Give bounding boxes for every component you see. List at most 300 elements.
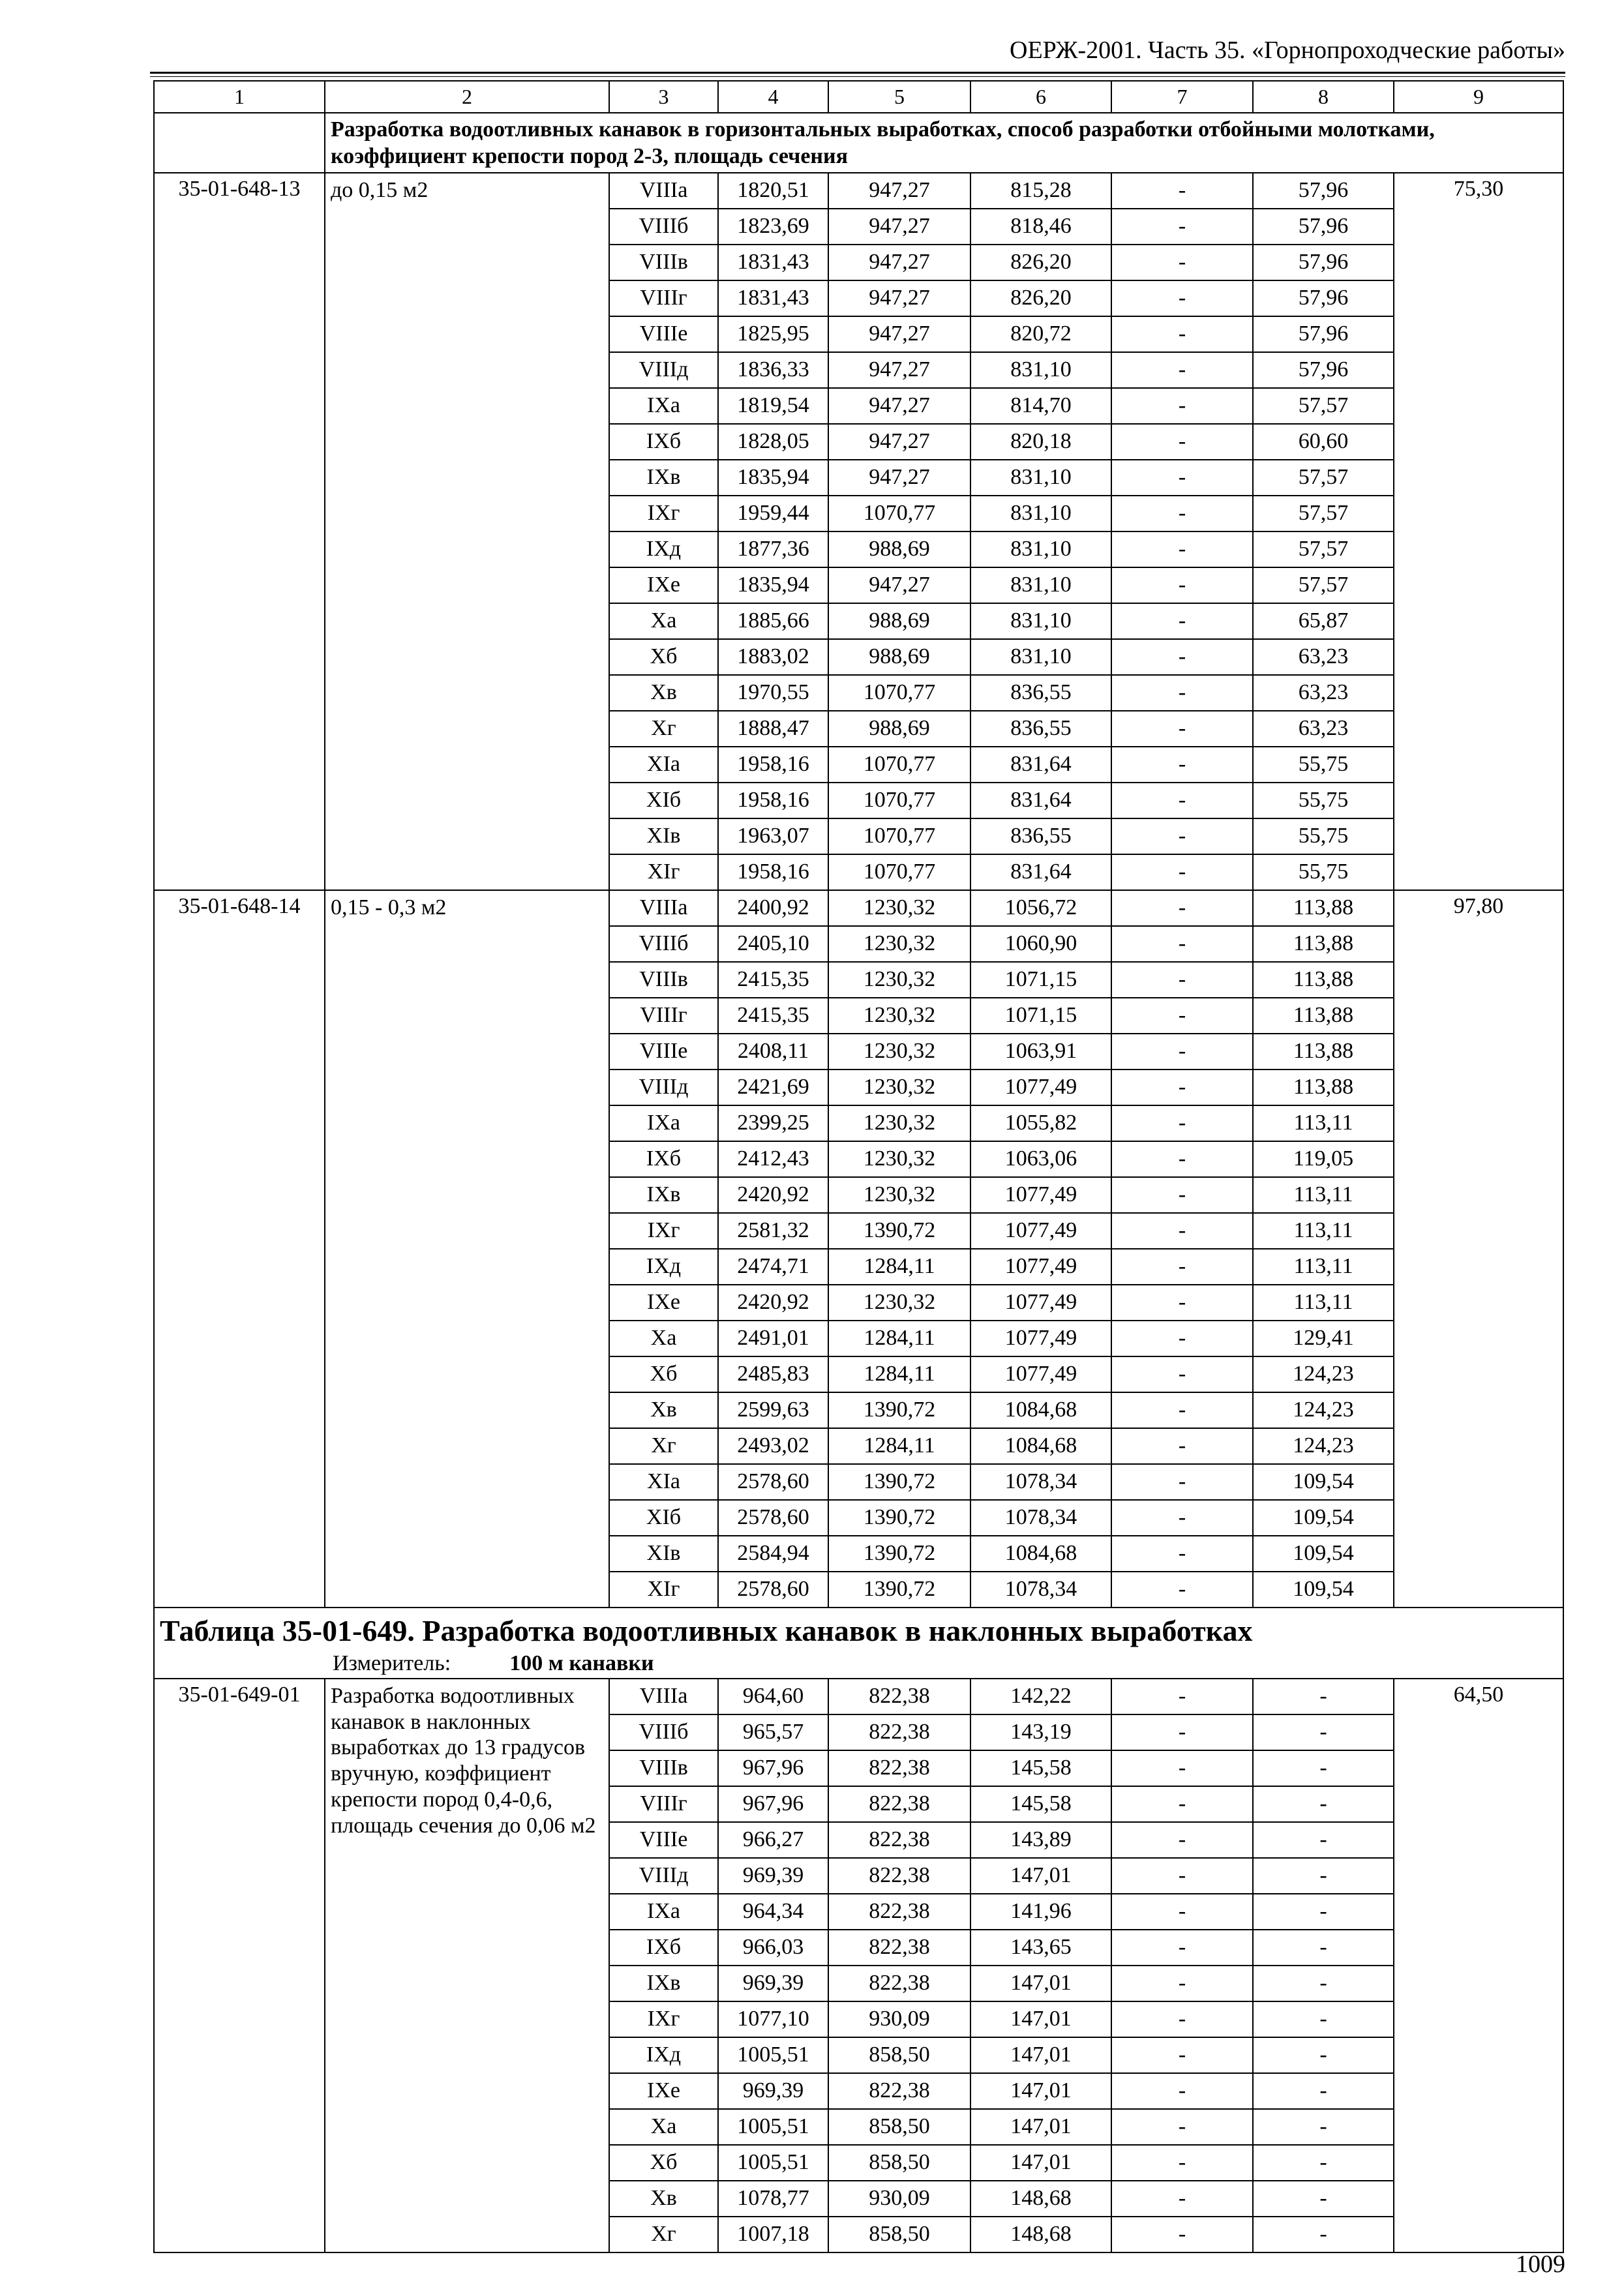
table-row <box>154 173 1563 209</box>
work-description: 0,15 - 0,3 м2 <box>325 890 609 1608</box>
materials-cost-cell: 65,87 <box>1253 603 1394 639</box>
materials-cost-cell: 109,54 <box>1253 1500 1394 1536</box>
materials-cost-cell: 124,23 <box>1253 1356 1394 1392</box>
labor-cost-cell: 988,69 <box>828 711 970 747</box>
rock-category-cell: Xг <box>609 711 718 747</box>
total-cost-cell: 2415,35 <box>718 962 828 998</box>
total-cost-cell: 2408,11 <box>718 1034 828 1070</box>
materials-cost-cell: - <box>1253 1714 1394 1750</box>
driver-wage-cell: - <box>1111 890 1253 926</box>
driver-wage-cell: - <box>1111 1966 1253 2001</box>
rock-category-cell: VIIIа <box>609 1679 718 1714</box>
total-cost-cell: 1831,43 <box>718 245 828 280</box>
driver-wage-cell: - <box>1111 1894 1253 1930</box>
rock-category-cell: IXв <box>609 460 718 496</box>
rock-category-cell: Xа <box>609 1321 718 1356</box>
total-cost-cell: 966,03 <box>718 1930 828 1966</box>
labor-cost-cell: 947,27 <box>828 280 970 316</box>
materials-cost-cell: 63,23 <box>1253 675 1394 711</box>
machine-cost-cell: 142,22 <box>970 1679 1111 1714</box>
labor-cost-cell: 1230,32 <box>828 1105 970 1141</box>
rock-category-cell: IXд <box>609 2037 718 2073</box>
total-cost-cell: 2581,32 <box>718 1213 828 1249</box>
driver-wage-cell: - <box>1111 1034 1253 1070</box>
total-cost-cell: 2578,60 <box>718 1572 828 1608</box>
machine-cost-cell: 143,89 <box>970 1822 1111 1858</box>
rock-category-cell: XIв <box>609 1536 718 1572</box>
machine-cost-cell: 147,01 <box>970 2073 1111 2109</box>
total-cost-cell: 964,34 <box>718 1894 828 1930</box>
materials-cost-cell: 113,11 <box>1253 1177 1394 1213</box>
total-cost-cell: 2415,35 <box>718 998 828 1034</box>
machine-cost-cell: 147,01 <box>970 1966 1111 2001</box>
labor-norm: 64,50 <box>1394 1679 1563 2252</box>
driver-wage-cell: - <box>1111 1750 1253 1786</box>
labor-cost-cell: 947,27 <box>828 460 970 496</box>
rock-category-cell: XIа <box>609 1464 718 1500</box>
total-cost-cell: 967,96 <box>718 1750 828 1786</box>
column-number: 5 <box>828 81 970 113</box>
total-cost-cell: 2420,92 <box>718 1285 828 1321</box>
rock-category-cell: VIIIг <box>609 1786 718 1822</box>
total-cost-cell: 1825,95 <box>718 316 828 352</box>
labor-cost-cell: 858,50 <box>828 2109 970 2145</box>
driver-wage-cell: - <box>1111 2145 1253 2181</box>
driver-wage-cell: - <box>1111 998 1253 1034</box>
total-cost-cell: 1835,94 <box>718 567 828 603</box>
column-number: 6 <box>970 81 1111 113</box>
column-number: 2 <box>325 81 609 113</box>
rock-category-cell: XIб <box>609 1500 718 1536</box>
labor-cost-cell: 988,69 <box>828 603 970 639</box>
rock-category-cell: IXб <box>609 1141 718 1177</box>
machine-cost-cell: 831,10 <box>970 567 1111 603</box>
driver-wage-cell: - <box>1111 1679 1253 1714</box>
total-cost-cell: 2405,10 <box>718 926 828 962</box>
total-cost-cell: 1959,44 <box>718 496 828 531</box>
machine-cost-cell: 147,01 <box>970 1858 1111 1894</box>
materials-cost-cell: 113,88 <box>1253 962 1394 998</box>
machine-cost-cell: 831,64 <box>970 783 1111 818</box>
column-number-row <box>154 81 1563 113</box>
materials-cost-cell: - <box>1253 2073 1394 2109</box>
section-heading: Разработка водоотливных канавок в горизонтальных выработках, способ разработки отбойными молотками, коэффициент крепости пород 2-3, площадь сечения <box>325 113 1563 173</box>
labor-cost-cell: 947,27 <box>828 424 970 460</box>
labor-cost-cell: 1070,77 <box>828 854 970 890</box>
materials-cost-cell: 57,57 <box>1253 388 1394 424</box>
driver-wage-cell: - <box>1111 603 1253 639</box>
measure-value: 100 м канавки <box>509 1651 654 1676</box>
header-rule <box>150 72 1565 74</box>
driver-wage-cell: - <box>1111 747 1253 783</box>
rock-category-cell: Xб <box>609 1356 718 1392</box>
total-cost-cell: 1835,94 <box>718 460 828 496</box>
total-cost-cell: 2420,92 <box>718 1177 828 1213</box>
column-number: 8 <box>1253 81 1394 113</box>
driver-wage-cell: - <box>1111 1392 1253 1428</box>
materials-cost-cell: 109,54 <box>1253 1464 1394 1500</box>
rock-category-cell: IXд <box>609 531 718 567</box>
table-row <box>154 1679 1563 1714</box>
total-cost-cell: 1958,16 <box>718 747 828 783</box>
total-cost-cell: 2412,43 <box>718 1141 828 1177</box>
machine-cost-cell: 1077,49 <box>970 1285 1111 1321</box>
machine-cost-cell: 143,19 <box>970 1714 1111 1750</box>
materials-cost-cell: 55,75 <box>1253 783 1394 818</box>
measure-label: Измеритель: <box>333 1651 451 1676</box>
driver-wage-cell: - <box>1111 1428 1253 1464</box>
running-header: ОЕРЖ-2001. Часть 35. «Горнопроходческие работы» <box>1010 37 1565 64</box>
materials-cost-cell: 113,88 <box>1253 998 1394 1034</box>
rock-category-cell: XIа <box>609 747 718 783</box>
machine-cost-cell: 836,55 <box>970 711 1111 747</box>
page-number: 1009 <box>1516 2251 1565 2278</box>
rock-category-cell: Xб <box>609 2145 718 2181</box>
rock-category-cell: XIг <box>609 1572 718 1608</box>
total-cost-cell: 969,39 <box>718 2073 828 2109</box>
total-cost-cell: 967,96 <box>718 1786 828 1822</box>
machine-cost-cell: 141,96 <box>970 1894 1111 1930</box>
materials-cost-cell: - <box>1253 1930 1394 1966</box>
rock-category-cell: VIIIа <box>609 173 718 209</box>
machine-cost-cell: 147,01 <box>970 2145 1111 2181</box>
rock-category-cell: Xв <box>609 2181 718 2217</box>
labor-cost-cell: 822,38 <box>828 1679 970 1714</box>
driver-wage-cell: - <box>1111 1930 1253 1966</box>
rock-category-cell: VIIIе <box>609 1822 718 1858</box>
driver-wage-cell: - <box>1111 854 1253 890</box>
work-description: до 0,15 м2 <box>325 173 609 890</box>
labor-norm: 97,80 <box>1394 890 1563 1608</box>
total-cost-cell: 2491,01 <box>718 1321 828 1356</box>
total-cost-cell: 1885,66 <box>718 603 828 639</box>
labor-cost-cell: 947,27 <box>828 567 970 603</box>
materials-cost-cell: - <box>1253 1822 1394 1858</box>
machine-cost-cell: 145,58 <box>970 1786 1111 1822</box>
rock-category-cell: IXб <box>609 424 718 460</box>
labor-cost-cell: 947,27 <box>828 173 970 209</box>
driver-wage-cell: - <box>1111 1572 1253 1608</box>
total-cost-cell: 1077,10 <box>718 2001 828 2037</box>
materials-cost-cell: - <box>1253 2109 1394 2145</box>
materials-cost-cell: 57,96 <box>1253 245 1394 280</box>
total-cost-cell: 1005,51 <box>718 2109 828 2145</box>
labor-cost-cell: 1230,32 <box>828 1034 970 1070</box>
machine-cost-cell: 1071,15 <box>970 998 1111 1034</box>
total-cost-cell: 1005,51 <box>718 2145 828 2181</box>
labor-cost-cell: 1230,32 <box>828 890 970 926</box>
driver-wage-cell: - <box>1111 1105 1253 1141</box>
driver-wage-cell: - <box>1111 639 1253 675</box>
driver-wage-cell: - <box>1111 280 1253 316</box>
labor-cost-cell: 822,38 <box>828 1786 970 1822</box>
rock-category-cell: Xб <box>609 639 718 675</box>
rock-category-cell: IXд <box>609 1249 718 1285</box>
materials-cost-cell: 57,96 <box>1253 209 1394 245</box>
rock-category-cell: VIIIб <box>609 209 718 245</box>
machine-cost-cell: 1077,49 <box>970 1213 1111 1249</box>
driver-wage-cell: - <box>1111 1822 1253 1858</box>
driver-wage-cell: - <box>1111 1356 1253 1392</box>
machine-cost-cell: 820,18 <box>970 424 1111 460</box>
machine-cost-cell: 1078,34 <box>970 1500 1111 1536</box>
materials-cost-cell: 57,96 <box>1253 352 1394 388</box>
labor-cost-cell: 947,27 <box>828 209 970 245</box>
total-cost-cell: 2399,25 <box>718 1105 828 1141</box>
total-cost-cell: 1831,43 <box>718 280 828 316</box>
header-rule-thin <box>150 76 1565 77</box>
machine-cost-cell: 1077,49 <box>970 1177 1111 1213</box>
labor-cost-cell: 858,50 <box>828 2037 970 2073</box>
materials-cost-cell: - <box>1253 2217 1394 2252</box>
machine-cost-cell: 1084,68 <box>970 1392 1111 1428</box>
section-heading-row <box>154 113 1563 173</box>
total-cost-cell: 1819,54 <box>718 388 828 424</box>
driver-wage-cell: - <box>1111 1536 1253 1572</box>
rock-category-cell: Xв <box>609 675 718 711</box>
total-cost-cell: 2400,92 <box>718 890 828 926</box>
materials-cost-cell: 113,88 <box>1253 1070 1394 1105</box>
total-cost-cell: 2578,60 <box>718 1500 828 1536</box>
rock-category-cell: IXг <box>609 496 718 531</box>
labor-cost-cell: 1230,32 <box>828 1177 970 1213</box>
measure-line <box>160 1652 1557 1675</box>
labor-cost-cell: 930,09 <box>828 2181 970 2217</box>
machine-cost-cell: 143,65 <box>970 1930 1111 1966</box>
materials-cost-cell: 113,11 <box>1253 1105 1394 1141</box>
driver-wage-cell: - <box>1111 173 1253 209</box>
table-row <box>154 890 1563 926</box>
materials-cost-cell: - <box>1253 2145 1394 2181</box>
rock-category-cell: VIIIг <box>609 998 718 1034</box>
machine-cost-cell: 831,10 <box>970 603 1111 639</box>
rock-category-cell: VIIIв <box>609 1750 718 1786</box>
total-cost-cell: 2485,83 <box>718 1356 828 1392</box>
total-cost-cell: 1970,55 <box>718 675 828 711</box>
total-cost-cell: 2584,94 <box>718 1536 828 1572</box>
materials-cost-cell: 57,96 <box>1253 173 1394 209</box>
machine-cost-cell: 1084,68 <box>970 1428 1111 1464</box>
machine-cost-cell: 148,68 <box>970 2217 1111 2252</box>
labor-cost-cell: 947,27 <box>828 352 970 388</box>
rock-category-cell: VIIIе <box>609 316 718 352</box>
rock-category-cell: IXе <box>609 567 718 603</box>
rock-category-cell: Xг <box>609 1428 718 1464</box>
machine-cost-cell: 148,68 <box>970 2181 1111 2217</box>
materials-cost-cell: - <box>1253 1894 1394 1930</box>
rock-category-cell: VIIIд <box>609 352 718 388</box>
work-description: Разработка водоотливных канавок в наклонных выработках до 13 градусов вручную, коэффициент крепости пород 0,4-0,6, площадь сечения до 0,06 м2 <box>325 1679 609 2252</box>
labor-cost-cell: 822,38 <box>828 1822 970 1858</box>
labor-norm: 75,30 <box>1394 173 1563 890</box>
rate-code: 35-01-649-01 <box>154 1679 325 2252</box>
labor-cost-cell: 1390,72 <box>828 1392 970 1428</box>
driver-wage-cell: - <box>1111 1141 1253 1177</box>
labor-cost-cell: 1230,32 <box>828 1285 970 1321</box>
rock-category-cell: VIIIб <box>609 926 718 962</box>
total-cost-cell: 1005,51 <box>718 2037 828 2073</box>
driver-wage-cell: - <box>1111 496 1253 531</box>
materials-cost-cell: - <box>1253 2001 1394 2037</box>
materials-cost-cell: 119,05 <box>1253 1141 1394 1177</box>
machine-cost-cell: 818,46 <box>970 209 1111 245</box>
driver-wage-cell: - <box>1111 1714 1253 1750</box>
driver-wage-cell: - <box>1111 926 1253 962</box>
materials-cost-cell: - <box>1253 1786 1394 1822</box>
materials-cost-cell: 113,11 <box>1253 1213 1394 1249</box>
labor-cost-cell: 822,38 <box>828 2073 970 2109</box>
driver-wage-cell: - <box>1111 1464 1253 1500</box>
column-number: 7 <box>1111 81 1253 113</box>
rock-category-cell: VIIIв <box>609 962 718 998</box>
total-cost-cell: 965,57 <box>718 1714 828 1750</box>
total-cost-cell: 1836,33 <box>718 352 828 388</box>
total-cost-cell: 2599,63 <box>718 1392 828 1428</box>
driver-wage-cell: - <box>1111 2073 1253 2109</box>
labor-cost-cell: 1390,72 <box>828 1500 970 1536</box>
driver-wage-cell: - <box>1111 1213 1253 1249</box>
materials-cost-cell: 113,88 <box>1253 926 1394 962</box>
materials-cost-cell: - <box>1253 2181 1394 2217</box>
materials-cost-cell: 55,75 <box>1253 818 1394 854</box>
labor-cost-cell: 1390,72 <box>828 1464 970 1500</box>
materials-cost-cell: 109,54 <box>1253 1572 1394 1608</box>
machine-cost-cell: 147,01 <box>970 2109 1111 2145</box>
driver-wage-cell: - <box>1111 2001 1253 2037</box>
rock-category-cell: IXа <box>609 388 718 424</box>
materials-cost-cell: 129,41 <box>1253 1321 1394 1356</box>
driver-wage-cell: - <box>1111 2217 1253 2252</box>
driver-wage-cell: - <box>1111 1249 1253 1285</box>
materials-cost-cell: - <box>1253 1679 1394 1714</box>
rate-code: 35-01-648-14 <box>154 890 325 1608</box>
table-title-row <box>154 1608 1563 1679</box>
machine-cost-cell: 1056,72 <box>970 890 1111 926</box>
total-cost-cell: 1823,69 <box>718 209 828 245</box>
driver-wage-cell: - <box>1111 531 1253 567</box>
driver-wage-cell: - <box>1111 818 1253 854</box>
driver-wage-cell: - <box>1111 675 1253 711</box>
column-number: 9 <box>1394 81 1563 113</box>
rock-category-cell: XIг <box>609 854 718 890</box>
labor-cost-cell: 947,27 <box>828 388 970 424</box>
materials-cost-cell: 113,11 <box>1253 1285 1394 1321</box>
driver-wage-cell: - <box>1111 1500 1253 1536</box>
driver-wage-cell: - <box>1111 460 1253 496</box>
materials-cost-cell: 113,11 <box>1253 1249 1394 1285</box>
labor-cost-cell: 930,09 <box>828 2001 970 2037</box>
driver-wage-cell: - <box>1111 1858 1253 1894</box>
rate-code: 35-01-648-13 <box>154 173 325 890</box>
labor-cost-cell: 1230,32 <box>828 962 970 998</box>
driver-wage-cell: - <box>1111 2037 1253 2073</box>
materials-cost-cell: - <box>1253 1858 1394 1894</box>
driver-wage-cell: - <box>1111 1070 1253 1105</box>
total-cost-cell: 969,39 <box>718 1858 828 1894</box>
rock-category-cell: XIв <box>609 818 718 854</box>
driver-wage-cell: - <box>1111 209 1253 245</box>
rock-category-cell: VIIIе <box>609 1034 718 1070</box>
rock-category-cell: IXв <box>609 1177 718 1213</box>
driver-wage-cell: - <box>1111 1285 1253 1321</box>
machine-cost-cell: 1077,49 <box>970 1321 1111 1356</box>
machine-cost-cell: 814,70 <box>970 388 1111 424</box>
total-cost-cell: 1963,07 <box>718 818 828 854</box>
labor-cost-cell: 1070,77 <box>828 783 970 818</box>
labor-cost-cell: 1070,77 <box>828 496 970 531</box>
machine-cost-cell: 836,55 <box>970 818 1111 854</box>
total-cost-cell: 1828,05 <box>718 424 828 460</box>
labor-cost-cell: 1284,11 <box>828 1321 970 1356</box>
driver-wage-cell: - <box>1111 567 1253 603</box>
materials-cost-cell: 124,23 <box>1253 1392 1394 1428</box>
machine-cost-cell: 1055,82 <box>970 1105 1111 1141</box>
materials-cost-cell: 63,23 <box>1253 711 1394 747</box>
column-number: 3 <box>609 81 718 113</box>
labor-cost-cell: 988,69 <box>828 639 970 675</box>
labor-cost-cell: 822,38 <box>828 1714 970 1750</box>
machine-cost-cell: 1063,91 <box>970 1034 1111 1070</box>
labor-cost-cell: 1070,77 <box>828 675 970 711</box>
driver-wage-cell: - <box>1111 1177 1253 1213</box>
labor-cost-cell: 1070,77 <box>828 747 970 783</box>
labor-cost-cell: 1230,32 <box>828 1141 970 1177</box>
machine-cost-cell: 1077,49 <box>970 1356 1111 1392</box>
machine-cost-cell: 147,01 <box>970 2001 1111 2037</box>
rock-category-cell: Xг <box>609 2217 718 2252</box>
rock-category-cell: IXб <box>609 1930 718 1966</box>
total-cost-cell: 964,60 <box>718 1679 828 1714</box>
machine-cost-cell: 831,64 <box>970 854 1111 890</box>
labor-cost-cell: 858,50 <box>828 2145 970 2181</box>
machine-cost-cell: 831,10 <box>970 352 1111 388</box>
rock-category-cell: IXа <box>609 1105 718 1141</box>
labor-cost-cell: 822,38 <box>828 1966 970 2001</box>
labor-cost-cell: 1070,77 <box>828 818 970 854</box>
table-title: Таблица 35-01-649. Разработка водоотливных канавок в наклонных выработках <box>160 1613 1253 1647</box>
rock-category-cell: IXв <box>609 1966 718 2001</box>
materials-cost-cell: 55,75 <box>1253 747 1394 783</box>
machine-cost-cell: 826,20 <box>970 245 1111 280</box>
labor-cost-cell: 1230,32 <box>828 998 970 1034</box>
machine-cost-cell: 831,10 <box>970 531 1111 567</box>
machine-cost-cell: 1063,06 <box>970 1141 1111 1177</box>
machine-cost-cell: 820,72 <box>970 316 1111 352</box>
labor-cost-cell: 858,50 <box>828 2217 970 2252</box>
materials-cost-cell: 57,96 <box>1253 316 1394 352</box>
column-number: 1 <box>154 81 325 113</box>
machine-cost-cell: 1077,49 <box>970 1249 1111 1285</box>
driver-wage-cell: - <box>1111 711 1253 747</box>
labor-cost-cell: 947,27 <box>828 245 970 280</box>
driver-wage-cell: - <box>1111 316 1253 352</box>
total-cost-cell: 2493,02 <box>718 1428 828 1464</box>
machine-cost-cell: 815,28 <box>970 173 1111 209</box>
total-cost-cell: 1883,02 <box>718 639 828 675</box>
labor-cost-cell: 822,38 <box>828 1858 970 1894</box>
driver-wage-cell: - <box>1111 2109 1253 2145</box>
driver-wage-cell: - <box>1111 352 1253 388</box>
materials-cost-cell: 109,54 <box>1253 1536 1394 1572</box>
machine-cost-cell: 831,10 <box>970 639 1111 675</box>
rock-category-cell: VIIIд <box>609 1858 718 1894</box>
labor-cost-cell: 1390,72 <box>828 1536 970 1572</box>
machine-cost-cell: 831,10 <box>970 496 1111 531</box>
materials-cost-cell: 55,75 <box>1253 854 1394 890</box>
rock-category-cell: Xа <box>609 603 718 639</box>
materials-cost-cell: 57,57 <box>1253 460 1394 496</box>
total-cost-cell: 1877,36 <box>718 531 828 567</box>
